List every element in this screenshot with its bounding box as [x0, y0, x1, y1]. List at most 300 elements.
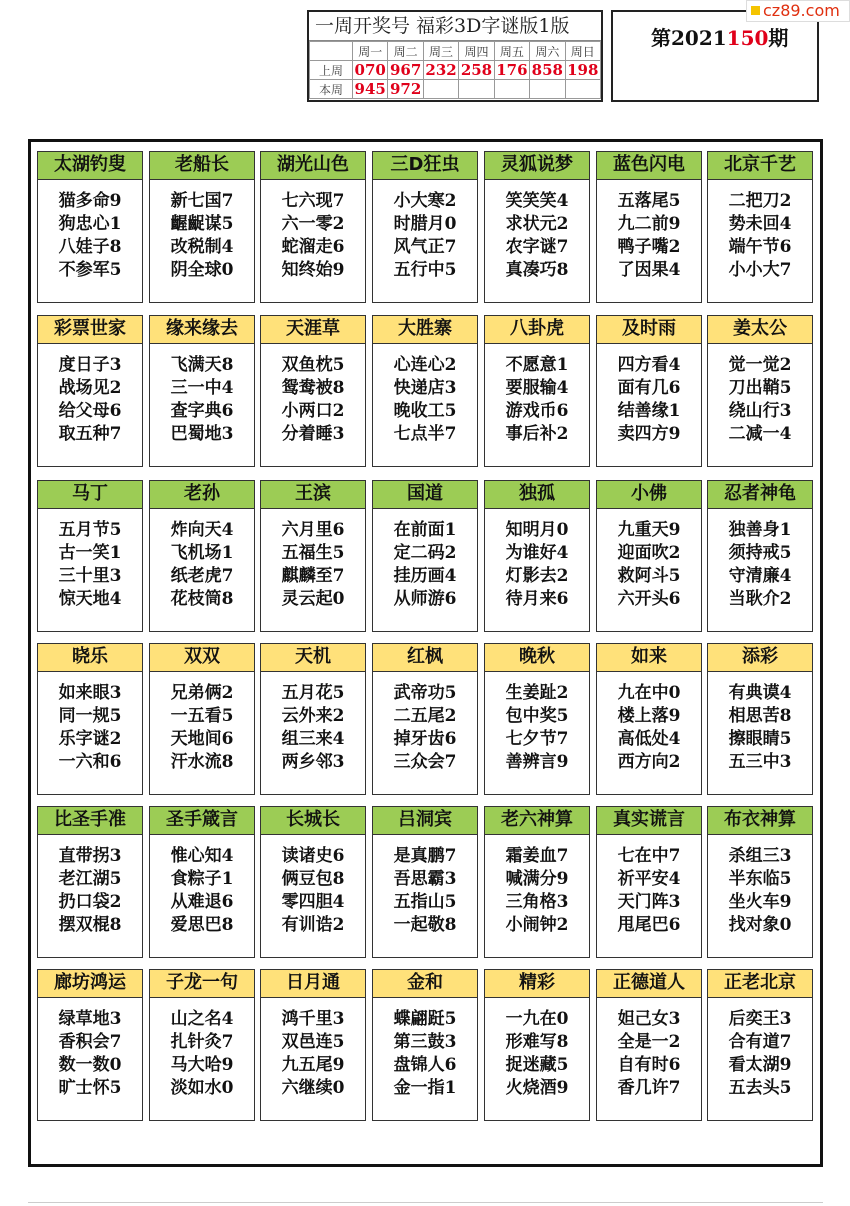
card-author-title: 天机: [261, 644, 365, 672]
card-riddle-lines: [150, 519, 254, 611]
card-author-title: 日月通: [261, 970, 365, 998]
riddle-line: 同一规5: [58, 706, 122, 726]
riddle-card: [707, 480, 813, 632]
card-riddle-lines: [373, 1008, 477, 1100]
riddle-line: 鸭子嘴2: [617, 237, 681, 257]
riddle-line: 端午节6: [728, 237, 792, 257]
riddle-line: 掉牙齿6: [393, 729, 457, 749]
card-author-title: 北京千艺: [708, 152, 812, 180]
riddle-line: 淡如水0: [170, 1078, 234, 1098]
riddle-card: [37, 969, 143, 1121]
day-header: 周二: [388, 42, 423, 61]
riddle-line: 汗水流8: [170, 752, 234, 772]
riddle-line: 新七国7: [170, 191, 234, 211]
riddle-line: 绕山行3: [728, 401, 792, 421]
card-riddle-lines: [150, 190, 254, 282]
riddle-line: 蛇溜走6: [281, 237, 345, 257]
riddle-line: 定二码2: [393, 543, 457, 563]
card-author-title: 红枫: [373, 644, 477, 672]
result-cell: 258: [459, 61, 494, 80]
riddle-card: [596, 643, 702, 795]
riddle-line: 双鱼枕5: [281, 355, 345, 375]
riddle-line: 纸老虎7: [170, 566, 234, 586]
riddle-line: 生姜趾2: [505, 683, 569, 703]
riddle-line: 为谁好4: [505, 543, 569, 563]
riddle-card: [707, 151, 813, 303]
card-riddle-lines: [597, 354, 701, 446]
day-header: 周日: [565, 42, 600, 61]
riddle-card: [149, 151, 255, 303]
riddle-card: [596, 315, 702, 467]
card-riddle-lines: [708, 1008, 812, 1100]
riddle-line: 七点半7: [393, 424, 457, 444]
day-header: 周五: [494, 42, 529, 61]
card-author-title: 晚秋: [485, 644, 589, 672]
riddle-line: 妲己女3: [617, 1009, 681, 1029]
riddle-line: 分着睡3: [281, 424, 345, 444]
riddle-card: [37, 151, 143, 303]
riddle-line: 乐字谜2: [58, 729, 122, 749]
result-cell: 858: [530, 61, 565, 80]
card-riddle-lines: [38, 519, 142, 611]
riddle-line: 火烧酒9: [505, 1078, 569, 1098]
riddle-line: 如来眼3: [58, 683, 122, 703]
riddle-line: 给父母6: [58, 401, 122, 421]
riddle-line: 刀出鞘5: [728, 378, 792, 398]
card-riddle-lines: [150, 845, 254, 937]
riddle-line: 时腊月0: [393, 214, 457, 234]
card-author-title: 灵狐说梦: [485, 152, 589, 180]
riddle-line: 结善缘1: [617, 401, 681, 421]
riddle-line: 八娃子8: [58, 237, 122, 257]
riddle-line: 灯影去2: [505, 566, 569, 586]
card-author-title: 天涯草: [261, 316, 365, 344]
card-riddle-lines: [38, 682, 142, 774]
riddle-line: 天门阵3: [617, 892, 681, 912]
riddle-line: 七夕节7: [505, 729, 569, 749]
riddle-line: 一起敬8: [393, 915, 457, 935]
riddle-card: [372, 806, 478, 958]
card-author-title: 圣手箴言: [150, 807, 254, 835]
riddle-card: [484, 480, 590, 632]
card-author-title: 晓乐: [38, 644, 142, 672]
card-author-title: 廊坊鸿运: [38, 970, 142, 998]
riddle-line: 飞机场1: [170, 543, 234, 563]
riddle-line: 是真鹏7: [393, 846, 457, 866]
riddle-line: 风气正7: [393, 237, 457, 257]
issue-prefix: 第2021: [651, 26, 727, 50]
card-riddle-lines: [261, 190, 365, 282]
result-cell: 945: [353, 80, 388, 99]
riddle-line: 喊满分9: [505, 869, 569, 889]
riddle-line: 改税制4: [170, 237, 234, 257]
card-author-title: 真实谎言: [597, 807, 701, 835]
result-cell: 198: [565, 61, 600, 80]
riddle-line: 四方看4: [617, 355, 681, 375]
riddle-line: 西方向2: [617, 752, 681, 772]
riddle-card: [260, 315, 366, 467]
riddle-line: 双邑连5: [281, 1032, 345, 1052]
riddle-line: 鸿千里3: [281, 1009, 345, 1029]
result-cell: [530, 80, 565, 99]
riddle-line: 有训诰2: [281, 915, 345, 935]
card-riddle-lines: [485, 519, 589, 611]
riddle-line: 古一笑1: [58, 543, 122, 563]
riddle-line: 后奕王3: [728, 1009, 792, 1029]
riddle-line: 九在中0: [617, 683, 681, 703]
card-riddle-lines: [373, 845, 477, 937]
riddle-line: 楼上落9: [617, 706, 681, 726]
riddle-line: 食粽子1: [170, 869, 234, 889]
issue-panel: [611, 10, 819, 102]
riddle-line: 老江湖5: [58, 869, 122, 889]
riddle-line: 读诸史6: [281, 846, 345, 866]
riddle-line: 巴蜀地3: [170, 424, 234, 444]
riddle-line: 旷士怀5: [58, 1078, 122, 1098]
issue-title: [651, 22, 788, 51]
riddle-card: [372, 643, 478, 795]
card-riddle-lines: [485, 190, 589, 282]
card-riddle-lines: [261, 845, 365, 937]
weekly-results-table: [309, 41, 601, 99]
riddle-card: [37, 643, 143, 795]
riddle-line: 擦眼睛5: [728, 729, 792, 749]
card-author-title: 精彩: [485, 970, 589, 998]
riddle-line: 笑笑笑4: [505, 191, 569, 211]
riddle-card: [596, 480, 702, 632]
card-riddle-lines: [150, 1008, 254, 1100]
riddle-line: 真凑巧8: [505, 260, 569, 280]
card-author-title: 正老北京: [708, 970, 812, 998]
result-cell: [423, 80, 458, 99]
riddle-line: 心连心2: [393, 355, 457, 375]
riddle-line: 三一中4: [170, 378, 234, 398]
card-riddle-lines: [373, 190, 477, 282]
riddle-line: 迎面吹2: [617, 543, 681, 563]
riddle-line: 全是一2: [617, 1032, 681, 1052]
result-cell: [565, 80, 600, 99]
riddle-line: 待月来6: [505, 589, 569, 609]
riddle-line: 五月花5: [281, 683, 345, 703]
riddle-card: [707, 806, 813, 958]
riddle-line: 善辨言9: [505, 752, 569, 772]
card-riddle-lines: [373, 519, 477, 611]
riddle-line: 盘锦人6: [393, 1055, 457, 1075]
riddle-line: 面有几6: [617, 378, 681, 398]
riddle-line: 六一零2: [281, 214, 345, 234]
riddle-line: 觉一觉2: [728, 355, 792, 375]
card-riddle-lines: [38, 1008, 142, 1100]
result-cell: [494, 80, 529, 99]
riddle-card: [260, 480, 366, 632]
riddle-line: 甩尾巴6: [617, 915, 681, 935]
riddle-line: 知终始9: [281, 260, 345, 280]
riddle-line: 合有道7: [728, 1032, 792, 1052]
result-cell: 176: [494, 61, 529, 80]
riddle-line: 天地间6: [170, 729, 234, 749]
card-riddle-lines: [261, 682, 365, 774]
card-author-title: 八卦虎: [485, 316, 589, 344]
riddle-line: 游戏币6: [505, 401, 569, 421]
card-riddle-lines: [597, 1008, 701, 1100]
card-author-title: 太湖钓叟: [38, 152, 142, 180]
riddle-line: 金一指1: [393, 1078, 457, 1098]
riddle-line: 三众会7: [393, 752, 457, 772]
riddle-card: [596, 806, 702, 958]
card-author-title: 姜太公: [708, 316, 812, 344]
riddle-line: 九二前9: [617, 214, 681, 234]
riddle-line: 了因果4: [617, 260, 681, 280]
riddle-line: 一五看5: [170, 706, 234, 726]
riddle-line: 要服输4: [505, 378, 569, 398]
riddle-line: 摆双棍8: [58, 915, 122, 935]
riddle-line: 在前面1: [393, 520, 457, 540]
riddle-line: 猫多命9: [58, 191, 122, 211]
riddle-line: 小小大7: [728, 260, 792, 280]
card-riddle-lines: [708, 190, 812, 282]
riddle-line: 兄弟俩2: [170, 683, 234, 703]
riddle-line: 自有时6: [617, 1055, 681, 1075]
riddle-line: 救阿斗5: [617, 566, 681, 586]
riddle-line: 狗忠心1: [58, 214, 122, 234]
riddle-line: 不愿意1: [505, 355, 569, 375]
riddle-line: 马大哈9: [170, 1055, 234, 1075]
riddle-line: 快递店3: [393, 378, 457, 398]
riddle-line: 有典谟4: [728, 683, 792, 703]
riddle-line: 扔口袋2: [58, 892, 122, 912]
day-header: 周三: [423, 42, 458, 61]
card-author-title: 吕洞宾: [373, 807, 477, 835]
riddle-line: 惟心知4: [170, 846, 234, 866]
riddle-card: [484, 806, 590, 958]
card-author-title: 老孙: [150, 481, 254, 509]
card-author-title: 小佛: [597, 481, 701, 509]
riddle-card: [372, 151, 478, 303]
riddle-line: 守清廉4: [728, 566, 792, 586]
riddle-line: 小闹钟2: [505, 915, 569, 935]
riddle-line: 九五尾9: [281, 1055, 345, 1075]
riddle-line: 五行中5: [393, 260, 457, 280]
riddle-line: 零四胆4: [281, 892, 345, 912]
riddle-card: [260, 151, 366, 303]
card-riddle-lines: [373, 354, 477, 446]
riddle-line: 须持戒5: [728, 543, 792, 563]
card-riddle-lines: [261, 519, 365, 611]
result-cell: 232: [423, 61, 458, 80]
riddle-line: 三十里3: [58, 566, 122, 586]
card-author-title: 老船长: [150, 152, 254, 180]
riddle-line: 当耿介2: [728, 589, 792, 609]
riddle-line: 花枝筒8: [170, 589, 234, 609]
riddle-line: 六月里6: [281, 520, 345, 540]
riddle-card: [484, 969, 590, 1121]
riddle-line: 晚收工5: [393, 401, 457, 421]
card-riddle-lines: [38, 190, 142, 282]
card-riddle-lines: [597, 190, 701, 282]
riddle-line: 炸向天4: [170, 520, 234, 540]
riddle-card: [260, 643, 366, 795]
issue-number: 150: [726, 26, 769, 50]
riddle-line: 绿草地3: [58, 1009, 122, 1029]
logo-text: cz89.com: [763, 1, 840, 20]
riddle-line: 五指山5: [393, 892, 457, 912]
weekly-results-panel: [307, 10, 603, 102]
riddle-line: 数一数0: [58, 1055, 122, 1075]
this-week-label: 本周: [310, 80, 353, 99]
card-riddle-lines: [485, 1008, 589, 1100]
card-author-title: 缘来缘去: [150, 316, 254, 344]
riddle-line: 捉迷藏5: [505, 1055, 569, 1075]
riddle-line: 小大寒2: [393, 191, 457, 211]
last-week-label: 上周: [310, 61, 353, 80]
card-author-title: 大胜寨: [373, 316, 477, 344]
card-riddle-lines: [38, 845, 142, 937]
riddle-line: 事后补2: [505, 424, 569, 444]
card-riddle-lines: [150, 354, 254, 446]
card-riddle-lines: [261, 1008, 365, 1100]
riddle-card: [260, 806, 366, 958]
card-riddle-lines: [261, 354, 365, 446]
riddle-card: [707, 643, 813, 795]
riddle-line: 求状元2: [505, 214, 569, 234]
riddle-line: 五去头5: [728, 1078, 792, 1098]
riddle-line: 不参军5: [58, 260, 122, 280]
riddle-card: [484, 643, 590, 795]
riddle-line: 从难退6: [170, 892, 234, 912]
this-week-row: [310, 80, 601, 99]
card-author-title: 如来: [597, 644, 701, 672]
riddle-line: 扎针灸7: [170, 1032, 234, 1052]
card-riddle-lines: [38, 354, 142, 446]
card-author-title: 湖光山色: [261, 152, 365, 180]
card-author-title: 独孤: [485, 481, 589, 509]
card-riddle-lines: [597, 519, 701, 611]
riddle-line: 找对象0: [728, 915, 792, 935]
card-author-title: 国道: [373, 481, 477, 509]
card-author-title: 三D狂虫: [373, 152, 477, 180]
riddle-card: [37, 480, 143, 632]
riddle-line: 度日子3: [58, 355, 122, 375]
riddle-line: 爱思巴8: [170, 915, 234, 935]
riddle-line: 形难写8: [505, 1032, 569, 1052]
riddle-card: [596, 969, 702, 1121]
card-riddle-lines: [597, 682, 701, 774]
riddle-line: 二把刀2: [728, 191, 792, 211]
card-author-title: 布衣神算: [708, 807, 812, 835]
card-author-title: 忍者神龟: [708, 481, 812, 509]
riddle-line: 杀组三3: [728, 846, 792, 866]
riddle-card: [149, 643, 255, 795]
riddle-card: [372, 480, 478, 632]
card-riddle-lines: [373, 682, 477, 774]
riddle-line: 包中奖5: [505, 706, 569, 726]
riddle-line: 九重天9: [617, 520, 681, 540]
riddle-line: 组三来4: [281, 729, 345, 749]
riddle-line: 阴全球0: [170, 260, 234, 280]
corner-cell: [310, 42, 353, 61]
riddle-card: [149, 480, 255, 632]
riddle-line: 独善身1: [728, 520, 792, 540]
result-cell: 967: [388, 61, 423, 80]
riddle-line: 一六和6: [58, 752, 122, 772]
result-cell: 972: [388, 80, 423, 99]
riddle-line: 高低处4: [617, 729, 681, 749]
riddle-line: 祈平安4: [617, 869, 681, 889]
riddle-line: 飞满天8: [170, 355, 234, 375]
riddle-card: [260, 969, 366, 1121]
card-riddle-lines: [597, 845, 701, 937]
riddle-card: [149, 315, 255, 467]
riddle-line: 坐火车9: [728, 892, 792, 912]
card-author-title: 比圣手准: [38, 807, 142, 835]
card-author-title: 老六神算: [485, 807, 589, 835]
riddle-line: 俩豆包8: [281, 869, 345, 889]
card-author-title: 添彩: [708, 644, 812, 672]
riddle-line: 第三鼓3: [393, 1032, 457, 1052]
riddle-line: 二五尾2: [393, 706, 457, 726]
riddle-card: [484, 315, 590, 467]
logo-square-icon: [751, 6, 760, 15]
card-author-title: 双双: [150, 644, 254, 672]
riddle-line: 五三中3: [728, 752, 792, 772]
riddle-line: 霜姜血7: [505, 846, 569, 866]
riddle-card: [149, 806, 255, 958]
riddle-card: [484, 151, 590, 303]
riddle-line: 农字谜7: [505, 237, 569, 257]
riddle-card: [372, 315, 478, 467]
days-row: [310, 42, 601, 61]
card-author-title: 彩票世家: [38, 316, 142, 344]
riddle-line: 香积会7: [58, 1032, 122, 1052]
card-riddle-lines: [485, 682, 589, 774]
card-author-title: 及时雨: [597, 316, 701, 344]
riddle-line: 知明月0: [505, 520, 569, 540]
card-riddle-lines: [708, 354, 812, 446]
riddle-line: 势未回4: [728, 214, 792, 234]
riddle-line: 相思苦8: [728, 706, 792, 726]
riddle-line: 二减一4: [728, 424, 792, 444]
riddle-line: 麒麟至7: [281, 566, 345, 586]
riddle-line: 七六现7: [281, 191, 345, 211]
riddle-line: 五福生5: [281, 543, 345, 563]
card-author-title: 蓝色闪电: [597, 152, 701, 180]
riddle-line: 五落尾5: [617, 191, 681, 211]
riddle-line: 一九在0: [505, 1009, 569, 1029]
riddle-line: 鸳鸯被8: [281, 378, 345, 398]
riddle-card: [596, 151, 702, 303]
card-riddle-lines: [485, 354, 589, 446]
card-riddle-lines: [708, 845, 812, 937]
day-header: 周四: [459, 42, 494, 61]
riddle-line: 吾思霸3: [393, 869, 457, 889]
riddle-line: 直带拐3: [58, 846, 122, 866]
day-header: 周一: [353, 42, 388, 61]
card-author-title: 马丁: [38, 481, 142, 509]
result-cell: [459, 80, 494, 99]
riddle-card: [707, 969, 813, 1121]
riddle-line: 查字典6: [170, 401, 234, 421]
card-author-title: 长城长: [261, 807, 365, 835]
riddle-line: 取五种7: [58, 424, 122, 444]
card-riddle-lines: [150, 682, 254, 774]
riddle-line: 半东临5: [728, 869, 792, 889]
site-logo[interactable]: [746, 0, 850, 22]
riddle-line: 两乡邻3: [281, 752, 345, 772]
riddle-line: 卖四方9: [617, 424, 681, 444]
riddle-line: 小两口2: [281, 401, 345, 421]
card-riddle-lines: [485, 845, 589, 937]
riddle-line: 五月节5: [58, 520, 122, 540]
